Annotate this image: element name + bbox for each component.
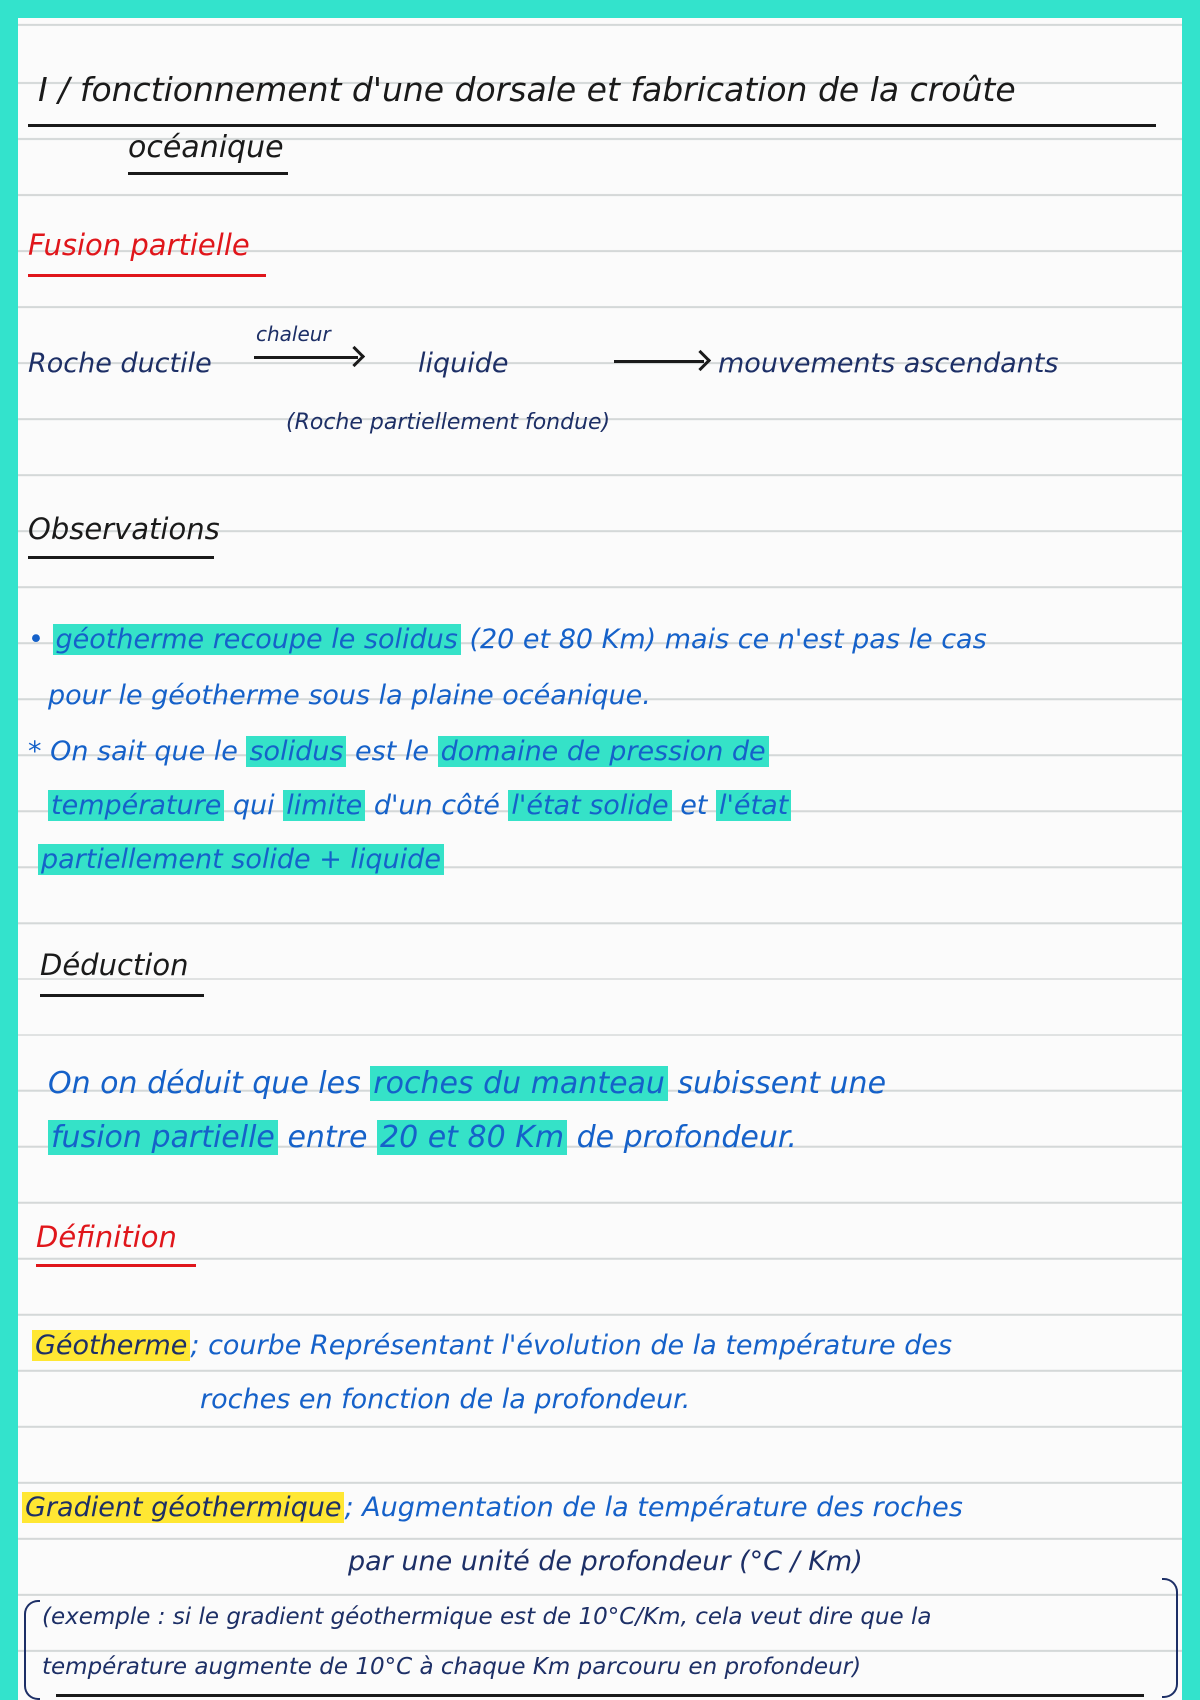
deduction-underline	[40, 994, 204, 997]
title-underline-2	[128, 172, 288, 175]
observation-1-line-2: pour le géotherme sous la plaine océanique.	[48, 680, 651, 711]
chapter-title: I / fonctionnement d'une dorsale et fabrication de la croûte	[38, 70, 1016, 109]
diagram-roche-ductile: Roche ductile	[28, 348, 212, 379]
diagram-mouvements: mouvements ascendants	[718, 348, 1059, 379]
definition-geotherme-line-2: roches en fonction de la profondeur.	[200, 1384, 691, 1415]
definition-gradient-line-1: Gradient géothermique ; Augmentation de la température des roches	[22, 1492, 963, 1523]
term-gradient: Gradient géothermique	[22, 1492, 344, 1523]
definition-heading: Définition	[36, 1220, 177, 1254]
fusion-heading: Fusion partielle	[28, 228, 250, 262]
bottom-divider	[56, 1694, 1144, 1697]
open-parenthesis	[24, 1600, 40, 1700]
definition-geotherme-line-1: Géotherme ; courbe Représentant l'évolution de la température des	[32, 1330, 952, 1361]
fusion-heading-underline	[28, 274, 266, 277]
deduction-line-2: fusion partielle entre 20 et 80 Km de profondeur.	[48, 1120, 797, 1155]
diagram-subtext: (Roche partiellement fondue)	[286, 410, 611, 435]
close-parenthesis	[1162, 1578, 1178, 1698]
arrow-right-icon	[254, 356, 358, 359]
deduction-heading: Déduction	[40, 948, 189, 982]
observations-underline	[28, 556, 214, 559]
highlight: géotherme recoupe le solidus	[53, 624, 461, 655]
observation-2-line-3: partiellement solide + liquide	[38, 844, 444, 875]
arrow-right-icon	[614, 360, 704, 363]
diagram-liquide: liquide	[418, 348, 509, 379]
term-geotherme: Géotherme	[32, 1330, 190, 1361]
diagram-arrow-label: chaleur	[256, 322, 331, 346]
chapter-title-continued: océanique	[128, 130, 284, 165]
bullet: •	[28, 624, 44, 655]
title-underline	[28, 124, 1156, 127]
observation-2-line-2: température qui limite d'un côté l'état solide et l'état	[48, 790, 791, 821]
definition-gradient-line-2: par une unité de profondeur (°C / Km)	[348, 1546, 863, 1577]
definition-underline	[36, 1264, 196, 1267]
observations-heading: Observations	[28, 512, 220, 546]
observation-2-line-1: * On sait que le solidus est le domaine de pression de	[28, 736, 769, 767]
observation-1-line-1: • géotherme recoupe le solidus (20 et 80 Km) mais ce n'est pas le cas	[28, 624, 987, 655]
deduction-line-1: On on déduit que les roches du manteau subissent une	[48, 1066, 887, 1101]
example-line-1: (exemple : si le gradient géothermique est de 10°C/Km, cela veut dire que la	[42, 1604, 932, 1630]
example-line-2: température augmente de 10°C à chaque Km parcouru en profondeur)	[42, 1654, 862, 1680]
notebook-page	[18, 18, 1182, 1700]
